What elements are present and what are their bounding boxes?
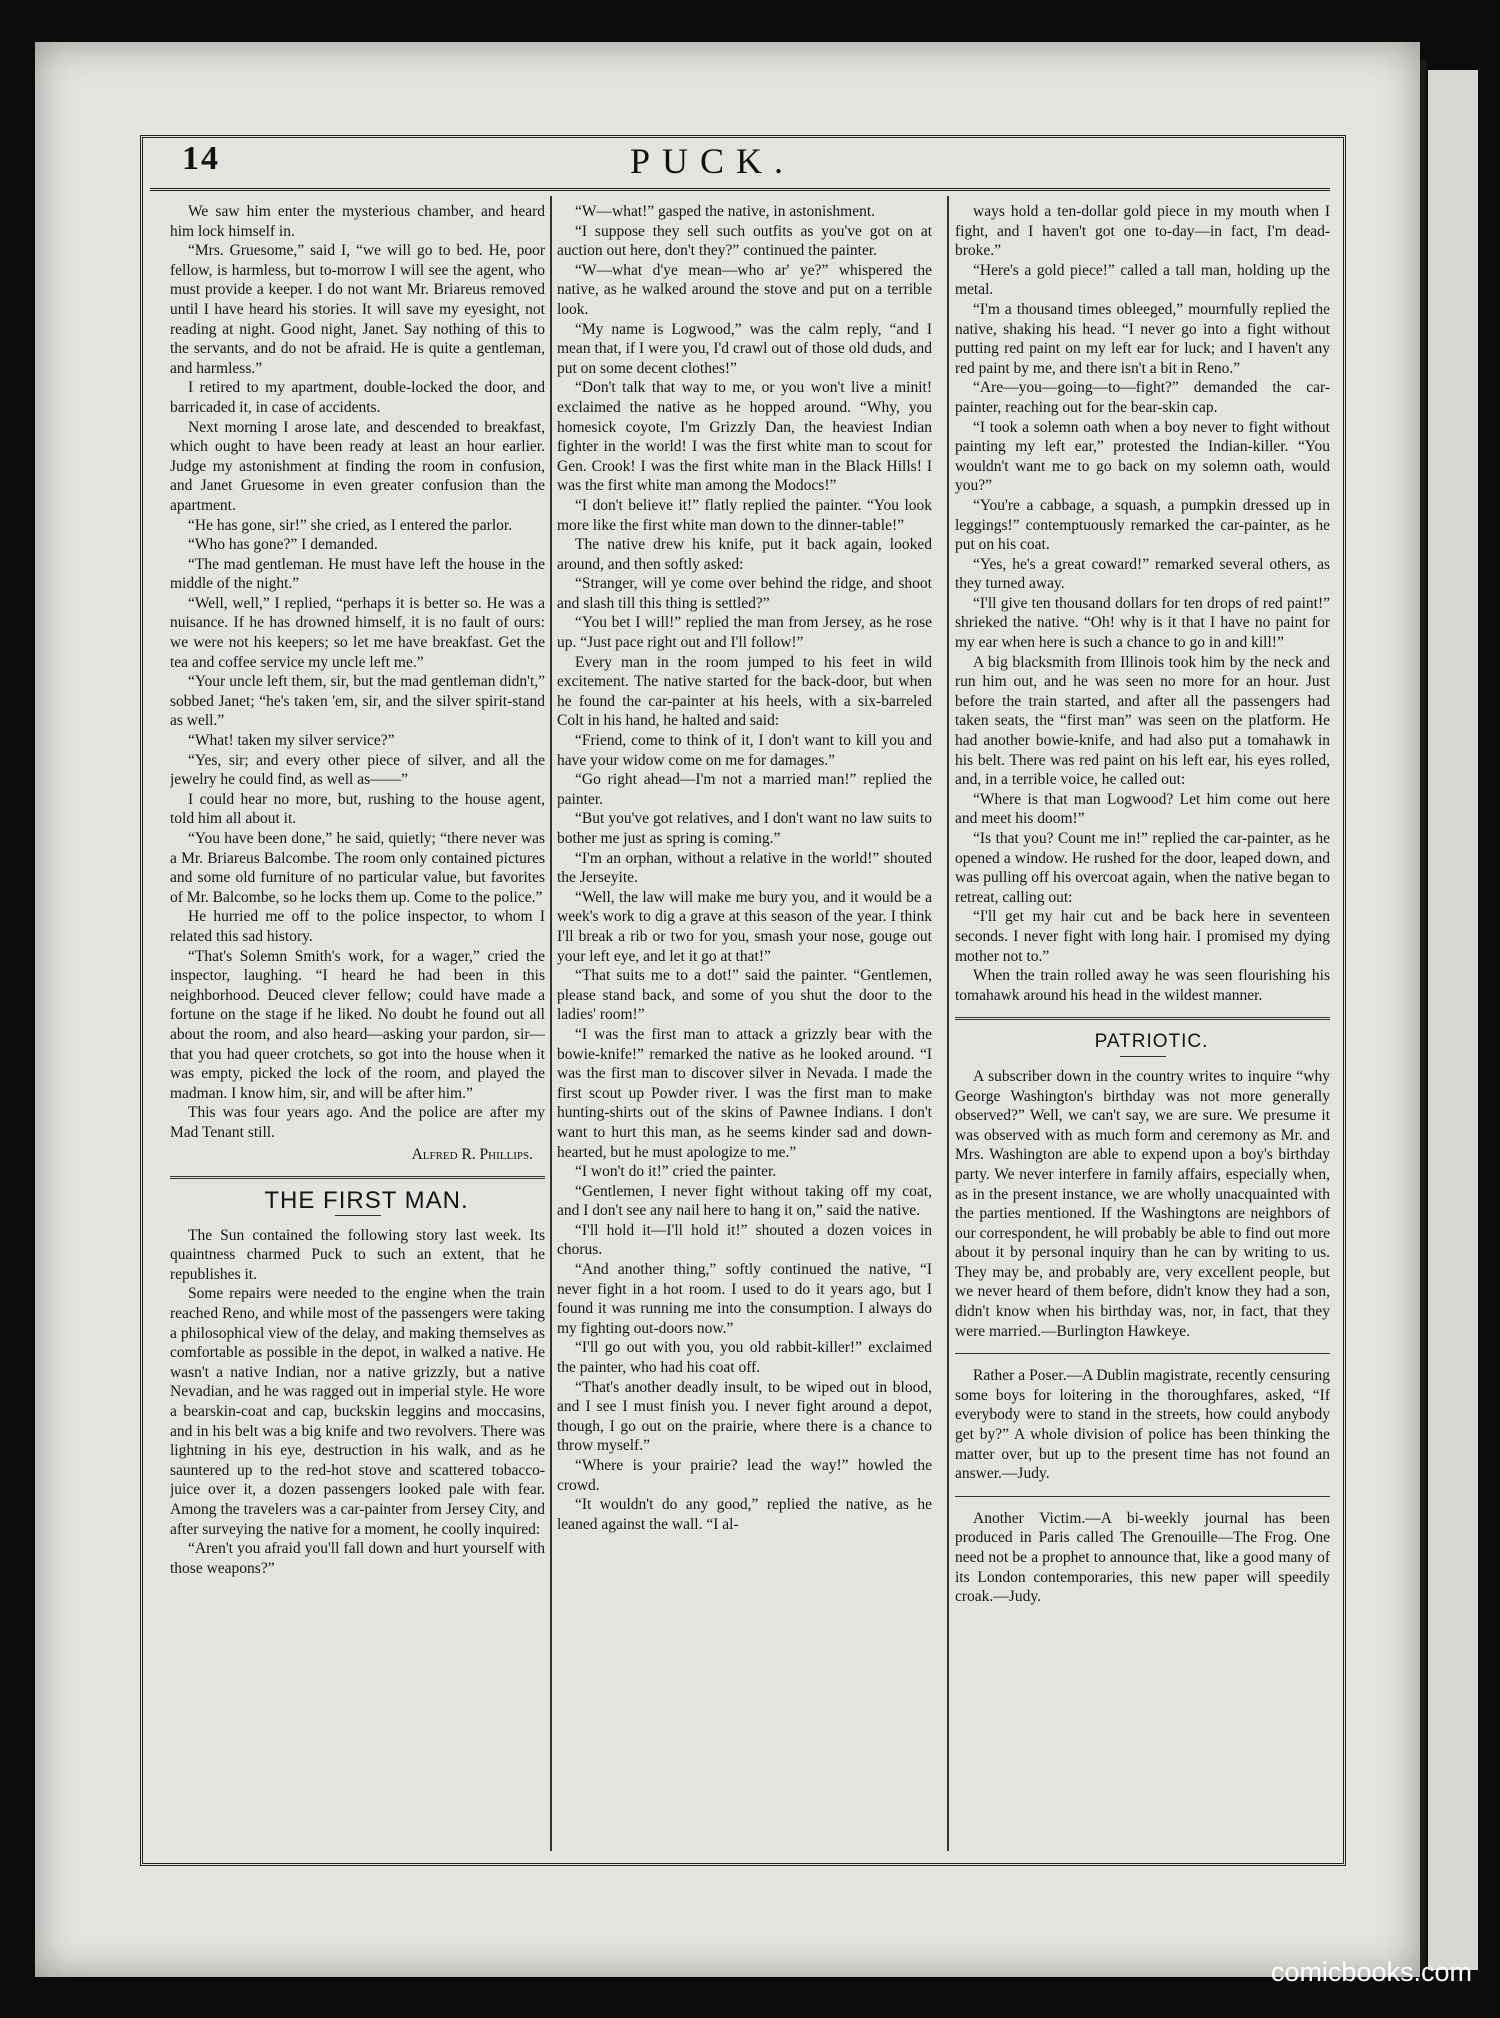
paragraph: “What! taken my silver service?” — [188, 732, 395, 750]
paragraph: “W—what d'ye mean—who ar' ye?” whispered the native, as he walked around the stove and put on a terrible look. — [557, 261, 932, 318]
paragraph: “Where is your prairie? lead the way!” howled the crowd. — [557, 1457, 932, 1494]
headline-rule — [335, 1215, 381, 1216]
paragraph: Next morning I arose late, and descended to breakfast, which ought to have been ready at least an hour earlier. Judge my astonishment at finding the room in confusion, and Janet Gruesome in even greater confusion than the apartment. — [170, 418, 545, 514]
paragraph: “Here's a gold piece!” called a tall man, holding up the metal. — [955, 261, 1330, 299]
paragraph: “Stranger, will ye come over behind the ridge, and shoot and slash till this thing is settled?” — [557, 575, 932, 612]
paragraph: We saw him enter the mysterious chamber, and heard him lock himself in. — [170, 203, 545, 240]
paragraph: “You bet I will!” replied the man from Jersey, as he rose up. “Just pace right out and I'll follow!” — [557, 614, 932, 652]
paragraph: “You're a cabbage, a squash, a pumpkin dressed up in leggings!” contemptuously remarked the car-painter, as he put on his coat. — [955, 496, 1330, 554]
headline-rule — [1120, 1056, 1166, 1057]
paragraph: He hurried me off to the police inspector, to whom I related this sad history. — [170, 908, 545, 945]
paragraph: “Your uncle left them, sir, but the mad gentleman didn't,” sobbed Janet; “he's taken 'em, sir, and the silver spirit-stand as well.” — [170, 673, 545, 730]
header-rule — [150, 188, 1330, 191]
column-divider — [550, 196, 552, 1851]
paragraph: “I took a solemn oath when a boy never to fight without painting my left ear,” protested the Indian-killer. “You wouldn't want me to go back on my solemn oath, would you?” — [955, 418, 1330, 495]
paragraph: “Friend, come to think of it, I don't want to kill you and have your widow come on me for damages.” — [557, 732, 932, 769]
page-number: 14 — [182, 140, 220, 177]
paragraph: “That's another deadly insult, to be wiped out in blood, and I see I must finish you. I never fight around a depot, though, I go out on the prairie, where there is a chance to throw myself.” — [557, 1378, 932, 1455]
paragraph: “Yes, he's a great coward!” remarked several others, as they turned away. — [955, 555, 1330, 593]
column-middle — [557, 202, 932, 1847]
paragraph: The native drew his knife, put it back again, looked around, and then softly asked: — [557, 536, 932, 573]
article-separator — [170, 1176, 545, 1179]
paragraph: This was four years ago. And the police are after my Mad Tenant still. — [170, 1104, 545, 1141]
paragraph: A big blacksmith from Illinois took him by the neck and run him out, and he was seen no more for an hour. Just before the train started, and after all the passengers had taken seats, the “first man” was seen on the platform. He had another bowie-knife, and had also put a tomahawk in his belt. There was red paint on his left ear, his eyes rolled, and, in a terrible voice, he called out: — [955, 653, 1330, 789]
paragraph: When the train rolled away he was seen flourishing his tomahawk around his head in the wildest manner. — [955, 967, 1330, 1004]
paragraph: “Are—you—going—to—fight?” demanded the car-painter, reaching out for the bear-skin cap. — [955, 379, 1330, 416]
paragraph: “I won't do it!” cried the painter. — [575, 1163, 777, 1181]
paragraph: “Aren't you afraid you'll fall down and hurt yourself with those weapons?” — [170, 1540, 545, 1577]
paragraph: A subscriber down in the country writes to inquire “why George Washington's birthday was not more generally observed?” Well, we can't say, we are sure. We presume it was observed with as much form and ceremony as Mr. and Mrs. Washington are able to expend upon a boy's birthday party. We never interfere in family affairs, especially when, as in the present instance, we are wholly unacquainted with the parties mentioned. If the Washingtons are neighbors of our correspondent, he will probably be able to find out more about it by personal inquiry than he can by writing to us. They may be, and probably are, very excellent people, but we never heard of them before, didn't know they had a son, didn't know when his birthday was, nor, in fact, that they were married.—Burlington Hawkeye. — [955, 1067, 1330, 1340]
paragraph: “I'm an orphan, without a relative in the world!” shouted the Jerseyite. — [557, 849, 932, 887]
paragraph: “The mad gentleman. He must have left the house in the middle of the night.” — [170, 555, 545, 593]
author-signature: Alfred R. Phillips. — [411, 1145, 533, 1163]
paragraph: “Who has gone?” I demanded. — [188, 536, 378, 554]
masthead-title: PUCK. — [630, 141, 796, 181]
paragraph: “I was the first man to attack a grizzly bear with the bowie-knife!” remarked the native as he looked around. “I was the first man to discover silver in Nevada. I made the first scout up Powder river. I was the first man to make hunting-shirts out of the skins of Pawnee Indians. I don't want to hurt this man, as he seems kinder sad and down-hearted, but he must apologize to me.” — [557, 1025, 932, 1161]
paragraph: The Sun contained the following story last week. Its quaintness charmed Puck to such an extent, that he republishes it. — [170, 1226, 545, 1283]
item-separator — [955, 1496, 1330, 1497]
paragraph: “And another thing,” softly continued the native, “I never fight in a hot room. I used to do it years ago, but I found it was running me into the consumption. I always do my fighting out-doors now.” — [557, 1261, 932, 1337]
paragraph: Another Victim.—A bi-weekly journal has been produced in Paris called The Grenouille—The Frog. One need not be a prophet to announce that, like a good many of its London contemporaries, this new paper will speedily croak.—Judy. — [955, 1509, 1330, 1606]
paragraph: “W—what!” gasped the native, in astonishment. — [575, 203, 876, 220]
paragraph: Every man in the room jumped to his feet in wild excitement. The native started for the back-door, but when he found the car-painter at his heels, with a six-barreled Colt in his hand, he halted and said: — [557, 653, 932, 730]
paragraph: “Well, well,” I replied, “perhaps it is better so. He was a nuisance. If he has drowned himself, it is no fault of ours: we were not his keepers; so let me have breakfast. Get the tea and coffee service my uncle left me.” — [170, 594, 545, 671]
paragraph: “I'll get my hair cut and be back here in seventeen seconds. I never fight with long hair. I promised my dying mother not to.” — [955, 908, 1330, 965]
next-page-sliver — [1428, 70, 1478, 1970]
paragraph: “Where is that man Logwood? Let him come out here and meet his doom!” — [955, 790, 1330, 828]
article-headline: PATRIOTIC. — [1094, 1031, 1209, 1053]
article-headline: THE FIRST MAN. — [264, 1187, 469, 1215]
paragraph: “But you've got relatives, and I don't want no law suits to bother me just as spring is coming.” — [557, 810, 932, 847]
paragraph: “That suits me to a dot!” said the painter. “Gentlemen, please stand back, and some of you shut the door to the ladies' room!” — [557, 967, 932, 1024]
paragraph: “Well, the law will make me bury you, and it would be a week's work to dig a grave at this season of the year. I think I'll break a rib or two for you, smash your nose, gouge out your left eye, and let it go at that!” — [557, 888, 932, 965]
paragraph: “Is that you? Count me in!” replied the car-painter, as he opened a window. He rushed for the door, leaped down, and was pulling off his overcoat again, when the native began to retreat, calling out: — [955, 830, 1330, 906]
paragraph: Some repairs were needed to the engine when the train reached Reno, and while most of the passengers were taking a philosophical view of the delay, and making themselves as comfortable as possible in the depot, in walked a native. He wasn't a native Indian, nor a native grizzly, but a native Nevadian, and he was ragged out in imperial style. He wore a bearskin-coat and cap, buckskin leggins and moccasins, and in his belt was a big knife and two revolvers. There was lightning in his eye, destruction in his walk, and as he sauntered up to the red-hot stove and scattered tobacco-juice over it, a dozen passengers looked pale with fear. Among the travelers was a car-painter from Jersey City, and after surveying the native for a moment, he coolly inquired: — [170, 1285, 545, 1538]
paragraph: I could hear no more, but, rushing to the house agent, told him all about it. — [170, 790, 545, 828]
paragraph: “It wouldn't do any good,” replied the native, as he leaned against the wall. “I al- — [557, 1496, 932, 1533]
paragraph: “Yes, sir; and every other piece of silver, and all the jewelry he could find, as well as——” — [170, 751, 545, 789]
paragraph: “I suppose they sell such outfits as you've got on at auction out here, don't they?” continued the painter. — [557, 222, 932, 260]
paragraph: “You have been done,” he said, quietly; “there never was a Mr. Briareus Balcombe. The room only contained pictures and some old furniture of no particular value, but favorites of Mr. Balcombe, so he locks them up. Come to the police.” — [170, 830, 545, 906]
column-right — [955, 202, 1330, 1847]
paragraph: ways hold a ten-dollar gold piece in my mouth when I fight, and I haven't got one to-day—in fact, I'm dead-broke.” — [955, 203, 1330, 260]
paragraph: I retired to my apartment, double-locked the door, and barricaded it, in case of accidents. — [170, 379, 545, 416]
paragraph: “I'm a thousand times obleeged,” mournfully replied the native, shaking his head. “I never go into a fight without putting red paint on my left ear for luck; and I haven't any red paint by me, and there isn't a bit in Reno.” — [955, 300, 1330, 377]
paragraph: “He has gone, sir!” she cried, as I entered the parlor. — [188, 516, 513, 534]
item-separator — [955, 1353, 1330, 1354]
paragraph: “My name is Logwood,” was the calm reply, “and I mean that, if I were you, I'd crawl out of those old duds, and put on some decent clothes!” — [557, 320, 932, 377]
paragraph: “I'll go out with you, you old rabbit-killer!” exclaimed the painter, who had his coat off. — [557, 1339, 932, 1377]
column-divider — [947, 196, 949, 1851]
paragraph: “I'll hold it—I'll hold it!” shouted a dozen voices in chorus. — [557, 1221, 932, 1259]
paragraph: “Don't talk that way to me, or you won't live a minit! exclaimed the native as he hopped around. “Why, you homesick coyote, I'm Grizzly Dan, the heaviest Indian fighter in the world! I was the first white man to scout for Gen. Crook! I was the first white man in the Black Hills! I was the first white man among the Modocs!” — [557, 379, 932, 495]
paragraph: “Mrs. Gruesome,” said I, “we will go to bed. He, poor fellow, is harmless, but to-morrow I will see the agent, who must provide a keeper. I do not want Mr. Briareus removed until I have heard his stories. It will save my eyesight, not reading at night. Good night, Janet. Say nothing of this to the servants, and do not be afraid. He is quite a gentleman, and harmless.” — [170, 242, 545, 377]
paragraph: Rather a Poser.—A Dublin magistrate, recently censuring some boys for loitering in the thoroughfares, asked, “If everybody were to stand in the streets, how could anybody get by?” A whole division of police has been thinking the matter over, but up to the present time has not found an answer.—Judy. — [955, 1367, 1330, 1483]
paragraph: “Gentlemen, I never fight without taking off my coat, and I don't see any nail here to hang it on,” said the native. — [557, 1182, 932, 1220]
paragraph: “I'll give ten thousand dollars for ten drops of red paint!” shrieked the native. “Oh! why is it that I have no paint for my ear when here is such a chance to go in and kill!” — [955, 594, 1330, 652]
watermark-text: comicbooks.com — [1270, 1957, 1472, 1987]
paragraph: “Go right ahead—I'm not a married man!” replied the painter. — [557, 771, 932, 808]
paragraph: “I don't believe it!” flatly replied the painter. “You look more like the first white man down to the dinner-table!” — [557, 496, 932, 534]
article-separator — [955, 1017, 1330, 1020]
column-left — [170, 202, 545, 1847]
paragraph: “That's Solemn Smith's work, for a wager,” cried the inspector, laughing. “I heard he had been in this neighborhood. Deuced clever fellow; could have made a fortune on the stage if he liked. No doubt he found out all about the room, and also heard—asking your pardon, sir—that you had queer crotchets, so got into the house when it was empty, picked the lock of the room, and played the madman. I know him, sir, and will be after him.” — [170, 947, 545, 1102]
